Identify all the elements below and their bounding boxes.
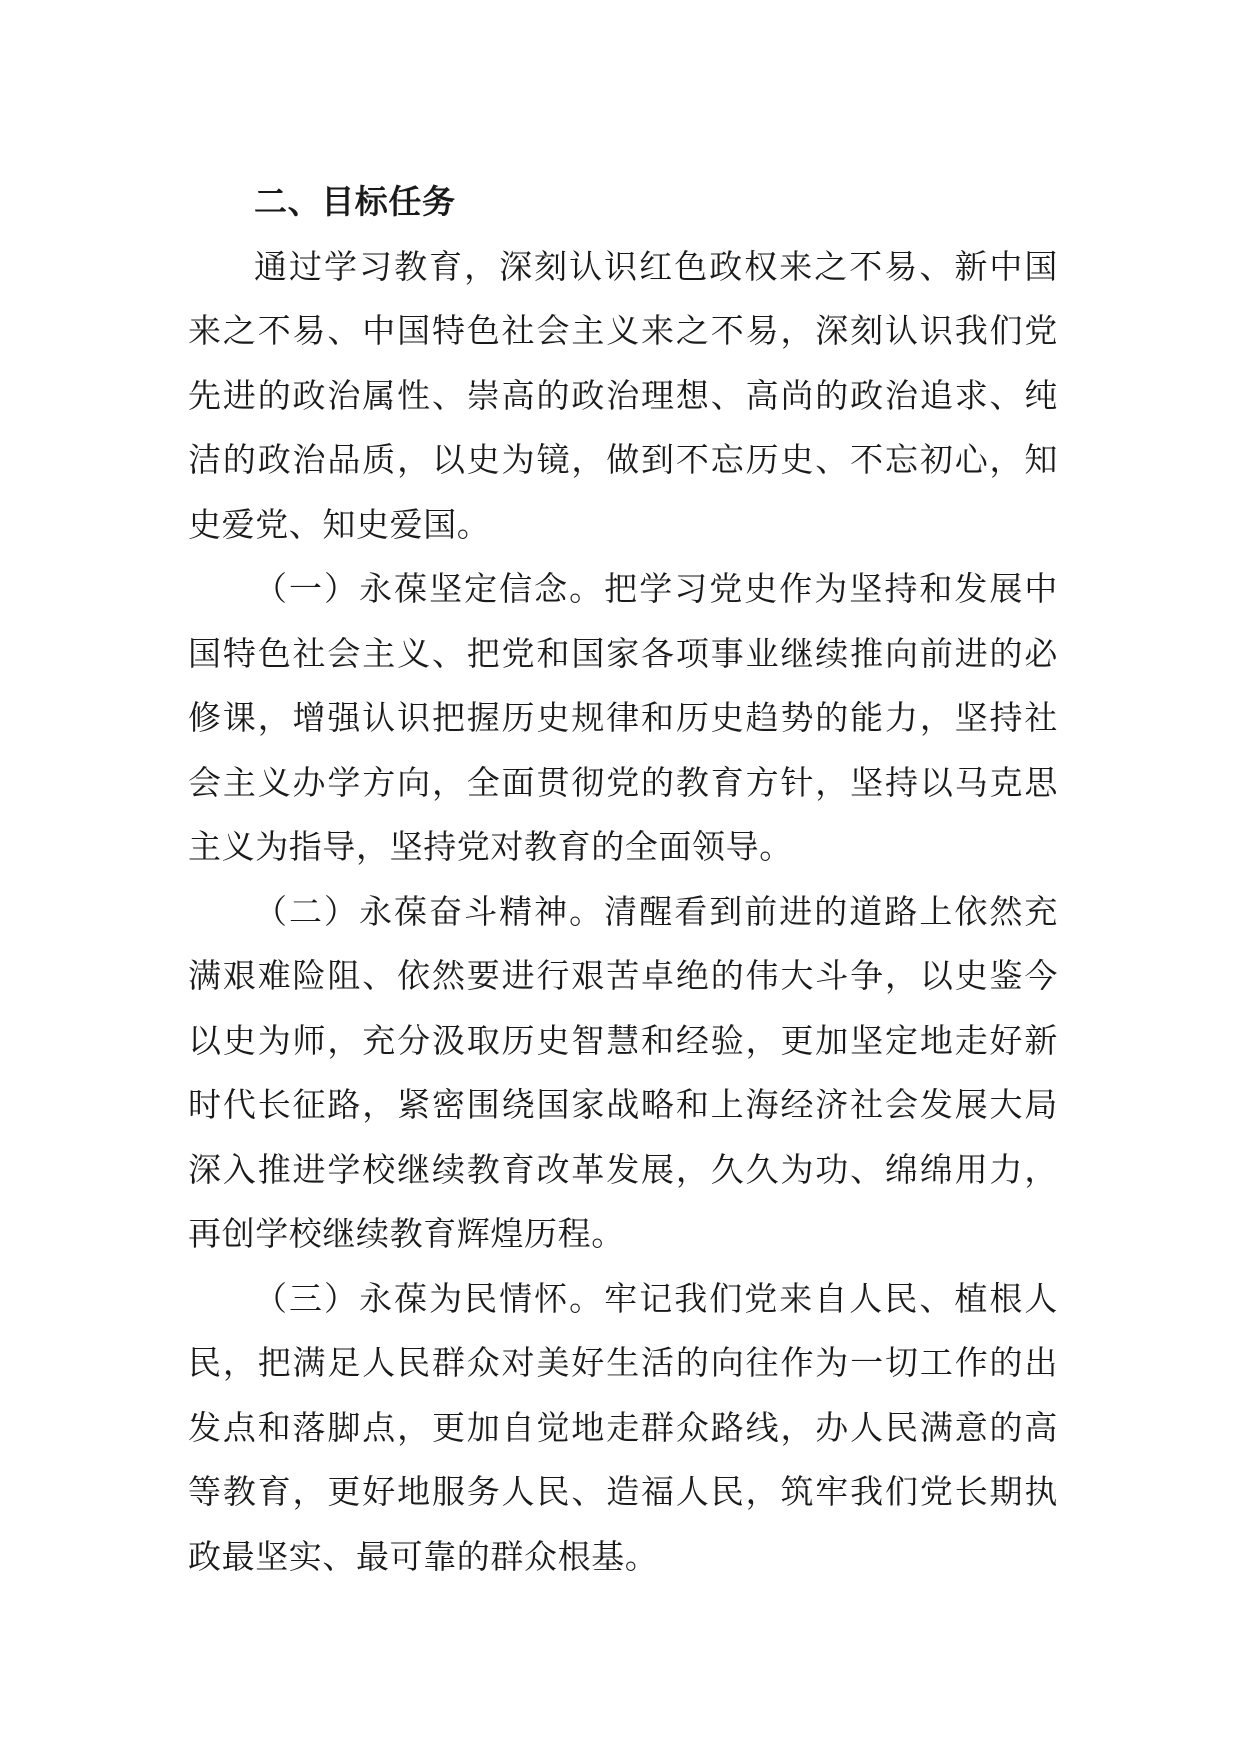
section-heading: 二、目标任务 bbox=[254, 182, 456, 221]
paragraph-intro: 通过学习教育，深刻认识红色政权来之不易、新中国来之不易、中国特色社会主义来之不易，深刻认识我们党先进的政治属性、崇高的政治理想、高尚的政治追求、纯洁的政治品质，以史为镜，做到不忘历史、不忘初心，知史爱党、知史爱国。 bbox=[188, 246, 1058, 544]
paragraph-struggle-spirit: （二）永葆奋斗精神。清醒看到前进的道路上依然充满艰难险阻、依然要进行艰苦卓绝的伟大斗争，以史鉴今以史为师，充分汲取历史智慧和经验，更加坚定地走好新时代长征路，紧密围绕国家战略和上海经济社会发展大局深入推进学校继续教育改革发展，久久为功、绵绵用力，再创学校继续教育辉煌历程。 bbox=[188, 891, 1058, 1253]
paragraph-people-care: （三）永葆为民情怀。牢记我们党来自人民、植根人民，把满足人民群众对美好生活的向往作为一切工作的出发点和落脚点，更加自觉地走群众路线，办人民满意的高等教育，更好地服务人民、造福人民，筑牢我们党长期执政最坚实、最可靠的群众根基。 bbox=[188, 1278, 1058, 1576]
document-body bbox=[188, 170, 1058, 1589]
paragraph-firm-belief: （一）永葆坚定信念。把学习党史作为坚持和发展中国特色社会主义、把党和国家各项事业继续推向前进的必修课，增强认识把握历史规律和历史趋势的能力，坚持社会主义办学方向，全面贯彻党的教育方针，坚持以马克思主义为指导，坚持党对教育的全面领导。 bbox=[188, 569, 1058, 866]
